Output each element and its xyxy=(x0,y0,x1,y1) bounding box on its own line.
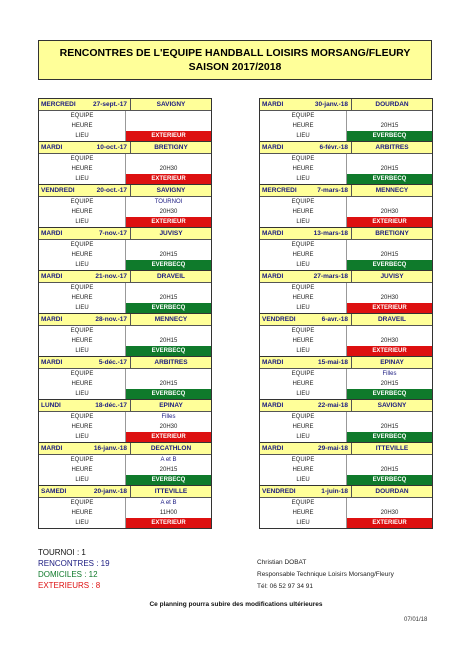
match-row-lieu xyxy=(39,131,211,141)
row-value-equipe xyxy=(346,326,432,336)
row-value-heure: 20H30 xyxy=(346,207,432,217)
row-label-heure: HEURE xyxy=(71,381,93,387)
row-label-heure: HEURE xyxy=(71,424,93,430)
match-day: MARDI xyxy=(262,445,284,452)
match-date: 22-mai-18 xyxy=(318,402,348,409)
match-day: MARDI xyxy=(41,230,63,237)
row-label-equipe: EQUIPE xyxy=(291,457,315,463)
match-block xyxy=(260,443,432,486)
match-block xyxy=(39,185,211,228)
match-header xyxy=(39,314,211,326)
match-header xyxy=(260,357,432,369)
match-day: MARDI xyxy=(41,144,63,151)
match-day: MARDI xyxy=(41,359,63,366)
match-row-lieu xyxy=(260,303,432,313)
match-day: MARDI xyxy=(41,273,63,280)
match-row-lieu xyxy=(39,174,211,184)
match-row-equipe xyxy=(260,111,432,121)
match-opponent: SAVIGNY xyxy=(130,99,211,110)
match-opponent: JUVISY xyxy=(130,228,211,239)
match-header xyxy=(39,99,211,111)
match-header xyxy=(260,142,432,154)
match-opponent: ARBITRES xyxy=(351,142,432,153)
match-block xyxy=(260,99,432,142)
row-label-equipe: EQUIPE xyxy=(291,285,315,291)
match-header xyxy=(260,400,432,412)
match-date: 15-mai-18 xyxy=(318,359,348,366)
row-value-heure: 20H15 xyxy=(125,293,211,303)
match-opponent: DRAVEIL xyxy=(351,314,432,325)
match-opponent: MENNECY xyxy=(130,314,211,325)
match-header xyxy=(260,443,432,455)
match-block xyxy=(39,271,211,314)
row-value-equipe xyxy=(346,240,432,250)
match-row-equipe xyxy=(260,197,432,207)
match-row-heure xyxy=(260,508,432,518)
match-date: 10-oct.-17 xyxy=(96,144,127,151)
row-value-lieu: EVERBECQ xyxy=(346,174,432,184)
row-value-equipe xyxy=(125,154,211,164)
summary-exterieurs: EXTERIEURS : 8 xyxy=(38,581,101,590)
match-opponent: DOURDAN xyxy=(351,486,432,497)
row-value-heure: 20H15 xyxy=(346,465,432,475)
match-header xyxy=(39,185,211,197)
row-value-equipe xyxy=(125,111,211,121)
match-date: 7-mars-18 xyxy=(317,187,348,194)
summary-domiciles: DOMICILES : 12 xyxy=(38,570,98,579)
match-row-heure xyxy=(260,207,432,217)
row-value-lieu: EVERBECQ xyxy=(346,260,432,270)
row-label-lieu: LIEU xyxy=(296,520,310,526)
row-value-heure: 20H30 xyxy=(346,293,432,303)
row-value-heure: 20H30 xyxy=(346,336,432,346)
row-label-lieu: LIEU xyxy=(75,348,89,354)
row-label-equipe: EQUIPE xyxy=(70,414,94,420)
row-label-heure: HEURE xyxy=(292,467,314,473)
row-value-heure: 11H00 xyxy=(125,508,211,518)
match-row-heure xyxy=(39,379,211,389)
row-label-lieu: LIEU xyxy=(75,262,89,268)
match-block xyxy=(39,357,211,400)
match-date: 27-mars-18 xyxy=(313,273,348,280)
row-label-heure: HEURE xyxy=(292,338,314,344)
match-block xyxy=(39,314,211,357)
row-label-equipe: EQUIPE xyxy=(70,285,94,291)
row-label-equipe: EQUIPE xyxy=(70,328,94,334)
match-opponent: SAVIGNY xyxy=(130,185,211,196)
match-row-equipe xyxy=(260,326,432,336)
match-row-heure xyxy=(39,164,211,174)
row-value-equipe: TOURNOI xyxy=(125,197,211,207)
match-block xyxy=(260,314,432,357)
row-label-equipe: EQUIPE xyxy=(291,199,315,205)
match-row-lieu xyxy=(260,260,432,270)
match-date: 28-nov.-17 xyxy=(95,316,127,323)
match-row-heure xyxy=(39,121,211,131)
row-label-equipe: EQUIPE xyxy=(291,113,315,119)
match-day: MARDI xyxy=(262,273,284,280)
row-value-lieu: EXTERIEUR xyxy=(346,303,432,313)
match-header xyxy=(39,357,211,369)
row-value-heure: 20H30 xyxy=(346,508,432,518)
row-value-heure: 20H15 xyxy=(125,336,211,346)
match-header xyxy=(39,486,211,498)
match-header xyxy=(260,271,432,283)
match-day: VENDREDI xyxy=(262,316,296,323)
match-row-equipe xyxy=(260,154,432,164)
match-row-equipe xyxy=(39,111,211,121)
match-day: VENDREDI xyxy=(41,187,75,194)
row-label-lieu: LIEU xyxy=(75,391,89,397)
match-row-equipe xyxy=(39,197,211,207)
match-header xyxy=(39,228,211,240)
match-row-heure xyxy=(39,336,211,346)
row-label-heure: HEURE xyxy=(292,424,314,430)
match-row-heure xyxy=(39,250,211,260)
match-block xyxy=(39,486,211,528)
summary-tournoi: TOURNOI : 1 xyxy=(38,548,86,557)
row-label-equipe: EQUIPE xyxy=(291,371,315,377)
match-day: MARDI xyxy=(262,144,284,151)
match-opponent: EPINAY xyxy=(351,357,432,368)
modification-note: Ce planning pourra subire des modifications ultérieures xyxy=(149,601,323,608)
match-opponent: MENNECY xyxy=(351,185,432,196)
title-line-1: RENCONTRES DE L'EQUIPE HANDBALL LOISIRS MORSANG/FLEURY xyxy=(59,47,411,59)
row-label-heure: HEURE xyxy=(71,467,93,473)
match-row-heure xyxy=(260,422,432,432)
row-value-equipe xyxy=(346,412,432,422)
row-label-heure: HEURE xyxy=(71,338,93,344)
match-date: 13-mars-18 xyxy=(313,230,348,237)
match-block xyxy=(260,185,432,228)
match-row-equipe xyxy=(260,455,432,465)
match-day: MERCREDI xyxy=(41,101,76,108)
signature-name: Christian DOBAT xyxy=(257,559,307,566)
schedule-left-column xyxy=(38,98,212,529)
match-opponent: DECATHLON xyxy=(130,443,211,454)
row-value-equipe xyxy=(125,240,211,250)
match-date: 21-nov.-17 xyxy=(95,273,127,280)
row-label-lieu: LIEU xyxy=(296,477,310,483)
row-label-equipe: EQUIPE xyxy=(70,457,94,463)
row-value-equipe xyxy=(346,498,432,508)
row-value-lieu: EXTERIEUR xyxy=(125,432,211,442)
match-row-lieu xyxy=(39,346,211,356)
row-label-equipe: EQUIPE xyxy=(70,199,94,205)
row-label-lieu: LIEU xyxy=(75,133,89,139)
summary xyxy=(38,547,110,591)
row-label-heure: HEURE xyxy=(71,166,93,172)
row-label-lieu: LIEU xyxy=(296,262,310,268)
match-block xyxy=(260,400,432,443)
title-line-2: SAISON 2017/2018 xyxy=(188,61,282,73)
signature-phone: Tél: 06 52 97 34 91 xyxy=(257,583,314,590)
match-row-lieu xyxy=(39,518,211,528)
row-value-equipe: A et B xyxy=(125,455,211,465)
row-value-lieu: EVERBECQ xyxy=(346,131,432,141)
row-value-equipe xyxy=(346,154,432,164)
row-label-lieu: LIEU xyxy=(75,176,89,182)
row-label-heure: HEURE xyxy=(292,252,314,258)
row-label-lieu: LIEU xyxy=(75,305,89,311)
match-row-lieu xyxy=(260,475,432,485)
match-row-heure xyxy=(260,465,432,475)
row-label-lieu: LIEU xyxy=(296,219,310,225)
match-row-lieu xyxy=(260,389,432,399)
row-label-heure: HEURE xyxy=(71,510,93,516)
match-opponent: EPINAY xyxy=(130,400,211,411)
match-opponent: DOURDAN xyxy=(351,99,432,110)
match-day: LUNDI xyxy=(41,402,61,409)
row-value-heure: 20H15 xyxy=(346,121,432,131)
match-opponent: ITTEVILLE xyxy=(130,486,211,497)
row-label-equipe: EQUIPE xyxy=(291,500,315,506)
row-value-lieu: EXTERIEUR xyxy=(346,346,432,356)
row-label-heure: HEURE xyxy=(71,123,93,129)
match-header xyxy=(39,271,211,283)
row-label-equipe: EQUIPE xyxy=(70,113,94,119)
match-row-heure xyxy=(39,465,211,475)
row-value-lieu: EVERBECQ xyxy=(125,260,211,270)
match-row-lieu xyxy=(260,432,432,442)
match-block xyxy=(260,357,432,400)
match-block xyxy=(39,400,211,443)
row-label-equipe: EQUIPE xyxy=(70,500,94,506)
match-row-lieu xyxy=(39,389,211,399)
match-row-heure xyxy=(260,250,432,260)
match-date: 20-oct.-17 xyxy=(96,187,127,194)
row-label-lieu: LIEU xyxy=(75,219,89,225)
match-day: VENDREDI xyxy=(262,488,296,495)
match-date: 16-janv.-18 xyxy=(93,445,127,452)
row-label-lieu: LIEU xyxy=(296,176,310,182)
match-row-equipe xyxy=(39,455,211,465)
row-value-heure: 20H15 xyxy=(346,379,432,389)
match-row-equipe xyxy=(260,240,432,250)
match-day: MERCREDI xyxy=(262,187,297,194)
match-date: 1-juin-18 xyxy=(321,488,348,495)
row-value-lieu: EXTERIEUR xyxy=(346,518,432,528)
match-row-heure xyxy=(39,508,211,518)
match-row-lieu xyxy=(39,432,211,442)
match-header xyxy=(39,142,211,154)
row-value-equipe xyxy=(346,455,432,465)
match-block xyxy=(39,443,211,486)
row-value-heure: 20H30 xyxy=(125,164,211,174)
match-header xyxy=(260,314,432,326)
match-block xyxy=(39,228,211,271)
match-day: MARDI xyxy=(262,359,284,366)
match-date: 18-déc.-17 xyxy=(95,402,127,409)
row-label-heure: HEURE xyxy=(292,123,314,129)
row-value-heure: 20H15 xyxy=(346,250,432,260)
match-row-lieu xyxy=(39,260,211,270)
row-value-heure: 20H15 xyxy=(125,379,211,389)
row-label-lieu: LIEU xyxy=(296,434,310,440)
match-date: 20-janv.-18 xyxy=(93,488,127,495)
row-value-lieu: EXTERIEUR xyxy=(125,217,211,227)
row-label-equipe: EQUIPE xyxy=(70,242,94,248)
match-day: MARDI xyxy=(41,316,63,323)
match-row-lieu xyxy=(260,217,432,227)
row-value-lieu: EVERBECQ xyxy=(125,389,211,399)
row-value-equipe xyxy=(346,283,432,293)
row-value-lieu: EVERBECQ xyxy=(125,346,211,356)
match-row-lieu xyxy=(260,346,432,356)
row-label-equipe: EQUIPE xyxy=(70,156,94,162)
row-label-lieu: LIEU xyxy=(296,348,310,354)
row-label-heure: HEURE xyxy=(292,295,314,301)
match-header xyxy=(260,99,432,111)
match-row-equipe xyxy=(260,283,432,293)
row-value-lieu: EVERBECQ xyxy=(125,475,211,485)
row-label-heure: HEURE xyxy=(292,166,314,172)
match-row-equipe xyxy=(39,283,211,293)
match-opponent: BRETIGNY xyxy=(130,142,211,153)
match-row-equipe xyxy=(39,240,211,250)
row-label-heure: HEURE xyxy=(71,252,93,258)
row-value-equipe: A et B xyxy=(125,498,211,508)
row-label-lieu: LIEU xyxy=(296,305,310,311)
row-value-lieu: EVERBECQ xyxy=(346,389,432,399)
match-date: 30-janv.-18 xyxy=(314,101,348,108)
row-label-lieu: LIEU xyxy=(75,434,89,440)
row-label-heure: HEURE xyxy=(292,510,314,516)
row-value-lieu: EXTERIEUR xyxy=(125,174,211,184)
match-day: MARDI xyxy=(41,445,63,452)
row-label-heure: HEURE xyxy=(292,209,314,215)
match-block xyxy=(39,99,211,142)
row-label-heure: HEURE xyxy=(71,295,93,301)
match-date: 29-mai-18 xyxy=(318,445,348,452)
match-row-heure xyxy=(39,422,211,432)
row-label-heure: HEURE xyxy=(71,209,93,215)
date-stamp: 07/01/18 xyxy=(404,617,428,623)
summary-rencontres: RENCONTRES : 19 xyxy=(38,559,110,568)
match-row-equipe xyxy=(39,326,211,336)
match-day: MARDI xyxy=(262,230,284,237)
match-row-equipe xyxy=(39,498,211,508)
match-opponent: SAVIGNY xyxy=(351,400,432,411)
match-opponent: BRETIGNY xyxy=(351,228,432,239)
match-header xyxy=(39,443,211,455)
match-date: 27-sept.-17 xyxy=(93,101,127,108)
match-row-lieu xyxy=(260,518,432,528)
row-value-lieu: EXTERIEUR xyxy=(125,518,211,528)
row-value-equipe xyxy=(125,326,211,336)
row-value-lieu: EVERBECQ xyxy=(346,432,432,442)
match-date: 6-févr.-18 xyxy=(319,144,348,151)
match-row-lieu xyxy=(39,217,211,227)
match-row-equipe xyxy=(260,412,432,422)
row-value-heure: 20H15 xyxy=(346,164,432,174)
match-row-equipe xyxy=(39,412,211,422)
match-header xyxy=(39,400,211,412)
row-label-lieu: LIEU xyxy=(296,133,310,139)
match-opponent: JUVISY xyxy=(351,271,432,282)
schedule-right-column xyxy=(259,98,433,529)
row-label-heure: HEURE xyxy=(292,381,314,387)
signature-block xyxy=(257,557,394,593)
row-value-heure xyxy=(125,121,211,131)
row-label-lieu: LIEU xyxy=(75,520,89,526)
match-date: 6-avr.-18 xyxy=(321,316,348,323)
row-value-lieu: EVERBECQ xyxy=(346,475,432,485)
match-row-heure xyxy=(39,207,211,217)
row-label-equipe: EQUIPE xyxy=(291,328,315,334)
row-value-equipe xyxy=(346,111,432,121)
row-label-equipe: EQUIPE xyxy=(291,414,315,420)
row-value-equipe xyxy=(125,283,211,293)
match-date: 7-nov.-17 xyxy=(98,230,127,237)
match-header xyxy=(260,185,432,197)
match-row-heure xyxy=(260,379,432,389)
match-row-equipe xyxy=(260,369,432,379)
row-value-equipe: Filles xyxy=(346,369,432,379)
match-row-equipe xyxy=(260,498,432,508)
match-row-lieu xyxy=(39,475,211,485)
match-block xyxy=(260,142,432,185)
match-header xyxy=(260,486,432,498)
title-box xyxy=(38,40,432,80)
match-block xyxy=(260,271,432,314)
match-row-heure xyxy=(260,293,432,303)
match-row-heure xyxy=(260,164,432,174)
row-label-equipe: EQUIPE xyxy=(291,156,315,162)
match-row-heure xyxy=(260,336,432,346)
match-day: SAMEDI xyxy=(41,488,67,495)
match-opponent: ARBITRES xyxy=(130,357,211,368)
row-label-equipe: EQUIPE xyxy=(70,371,94,377)
row-value-lieu: EXTERIEUR xyxy=(125,131,211,141)
row-value-equipe xyxy=(346,197,432,207)
match-header xyxy=(260,228,432,240)
row-value-lieu: EXTERIEUR xyxy=(346,217,432,227)
match-opponent: DRAVEIL xyxy=(130,271,211,282)
row-value-heure: 20H30 xyxy=(125,207,211,217)
match-block xyxy=(260,486,432,528)
row-value-lieu: EVERBECQ xyxy=(125,303,211,313)
row-value-heure: 20H15 xyxy=(346,422,432,432)
match-row-lieu xyxy=(260,131,432,141)
row-value-heure: 20H15 xyxy=(125,465,211,475)
match-opponent: ITTEVILLE xyxy=(351,443,432,454)
match-block xyxy=(260,228,432,271)
row-label-lieu: LIEU xyxy=(296,391,310,397)
row-label-equipe: EQUIPE xyxy=(291,242,315,248)
match-row-heure xyxy=(260,121,432,131)
match-row-heure xyxy=(39,293,211,303)
match-day: MARDI xyxy=(262,402,284,409)
match-row-lieu xyxy=(260,174,432,184)
row-value-heure: 20H30 xyxy=(125,422,211,432)
row-value-equipe: Filles xyxy=(125,412,211,422)
row-value-equipe xyxy=(125,369,211,379)
match-day: MARDI xyxy=(262,101,284,108)
match-date: 5-déc.-17 xyxy=(98,359,127,366)
row-value-heure: 20H15 xyxy=(125,250,211,260)
match-row-lieu xyxy=(39,303,211,313)
match-block xyxy=(39,142,211,185)
signature-role: Responsable Technique Loisirs Morsang/Fleury xyxy=(257,571,394,578)
match-row-equipe xyxy=(39,154,211,164)
match-row-equipe xyxy=(39,369,211,379)
row-label-lieu: LIEU xyxy=(75,477,89,483)
